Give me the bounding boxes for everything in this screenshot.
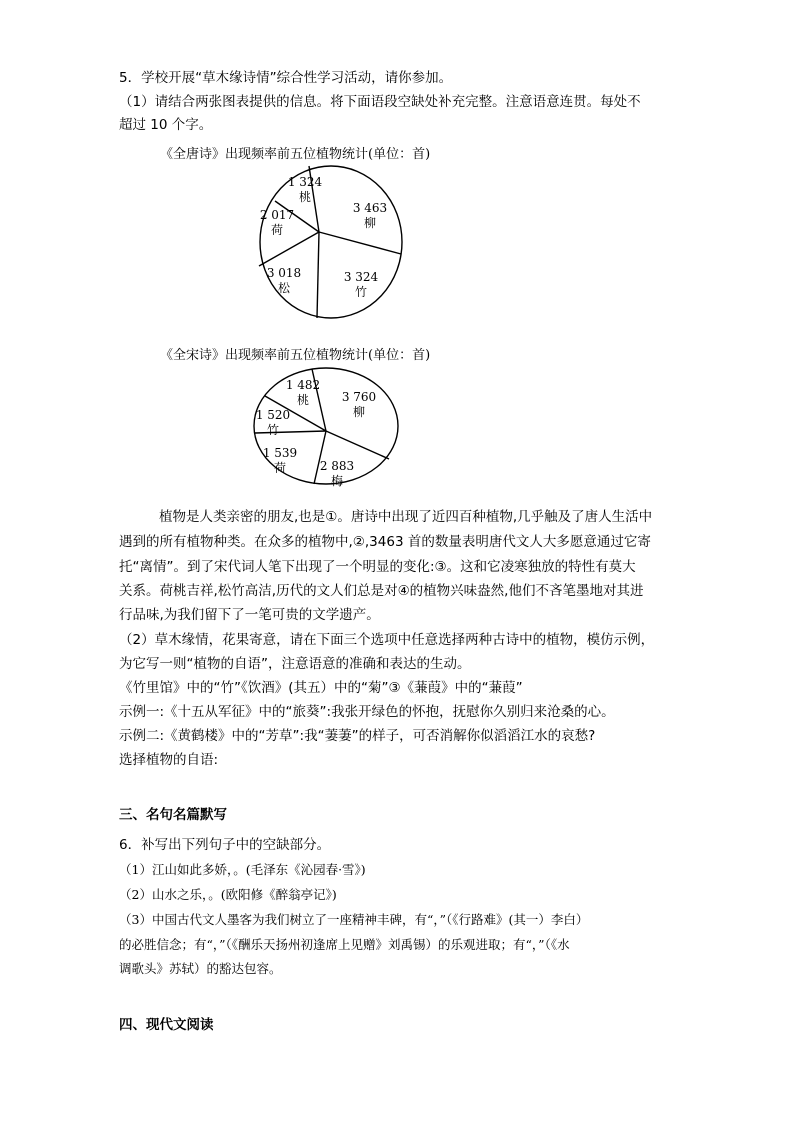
song-pie-chart xyxy=(252,366,400,486)
plant-options: 《竹里馆》中的“竹”《饮酒》(其五）中的“菊”③《蒹葭》中的“蒹葭” xyxy=(119,680,523,696)
question-5-title: 5．学校开展“草木缘诗情”综合性学习活动，请你参加。 xyxy=(119,70,453,86)
slice-category-label: 竹 xyxy=(354,285,368,299)
pie-outline xyxy=(260,166,402,318)
paragraph-line-5: 行品味,为我们留下了一笔可贵的文学遗产。 xyxy=(119,607,380,623)
slice-boundary xyxy=(319,232,401,254)
slice-value-label: 3 760 xyxy=(341,390,377,404)
question-5-part1-line1: （1）请结合两张图表提供的信息。将下面语段空缺处补充完整。注意语意连贯。每处不 xyxy=(119,94,641,110)
slice-boundary xyxy=(255,431,326,433)
slice-value-label: 3 324 xyxy=(343,270,379,284)
question-5-part2-line2: 为它写一则“植物的自语”，注意语意的准确和表达的生动。 xyxy=(119,656,471,672)
slice-boundary xyxy=(259,232,319,266)
slice-value-label: 3 463 xyxy=(352,201,388,215)
slice-category-label: 柳 xyxy=(363,216,377,230)
slice-boundary xyxy=(317,232,319,318)
question-6-item-2: （2）山水之乐，。(欧阳修《醉翁亭记》) xyxy=(119,887,337,902)
question-6-title: 6．补写出下列句子中的空缺部分。 xyxy=(119,837,331,853)
example-2: 示例二:《黄鹤楼》中的“芳草”:我“萋萋”的样子，可否消解你似滔滔江水的哀愁? xyxy=(119,728,596,744)
slice-value-label: 1 539 xyxy=(262,446,298,460)
question-6-item-3-line2: 的必胜信念；有“，”（《酬乐天扬州初逢席上见赠》刘禹锡）的乐观进取；有“，”（《水 xyxy=(119,937,570,952)
question-5-part2-line1: （2）草木缘情，花果寄意，请在下面三个选项中任意选择两种古诗中的植物，模仿示例， xyxy=(119,632,655,648)
chart1-title: 《全唐诗》出现频率前五位植物统计(单位：首) xyxy=(160,147,431,162)
slice-category-label: 竹 xyxy=(266,423,280,437)
slice-boundary xyxy=(314,431,326,484)
section-3-heading: 三、名句名篇默写 xyxy=(119,807,227,823)
chart2-title: 《全宋诗》出现频率前五位植物统计(单位：首) xyxy=(160,348,431,363)
paragraph-line-3: 托“离情”。到了宋代词人笔下出现了一个明显的变化:③。这和它凌寒独放的特性有莫大 xyxy=(119,559,636,575)
slice-category-label: 柳 xyxy=(352,405,366,419)
paragraph-line-1: 植物是人类亲密的朋友,也是①。唐诗中出现了近四百种植物,几乎触及了唐人生活中 xyxy=(159,509,653,525)
tang-pie-chart xyxy=(258,164,404,320)
paragraph-line-4: 关系。荷桃吉祥,松竹高洁,历代的文人们总是对④的植物兴味盎然,他们不吝笔墨地对其进 xyxy=(119,583,644,599)
section-4-heading: 四、现代文阅读 xyxy=(119,1017,214,1033)
question-5-part1-line2: 超过 10 个字。 xyxy=(119,117,213,133)
paragraph-line-2: 遇到的所有植物种类。在众多的植物中,②,3463 首的数量表明唐代文人大多愿意通过它寄 xyxy=(119,534,651,550)
slice-category-label: 荷 xyxy=(273,461,287,475)
question-6-item-3-line3: 调歌头》苏轼）的豁达包容。 xyxy=(119,961,282,976)
slice-category-label: 荷 xyxy=(270,223,284,237)
slice-value-label: 1 520 xyxy=(255,408,291,422)
example-1: 示例一:《十五从军征》中的“旅葵”:我张开绿色的怀抱，抚慰你久别归来沧桑的心。 xyxy=(119,704,615,720)
slice-value-label: 1 482 xyxy=(285,378,321,392)
slice-value-label: 2 883 xyxy=(319,459,355,473)
question-6-item-1: （1）江山如此多娇，。(毛泽东《沁园春·雪》) xyxy=(119,862,366,877)
slice-value-label: 3 018 xyxy=(266,266,302,280)
slice-category-label: 松 xyxy=(277,281,291,295)
slice-category-label: 桃 xyxy=(296,393,310,407)
slice-category-label: 梅 xyxy=(330,474,344,488)
question-6-item-3-line1: （3）中国古代文人墨客为我们树立了一座精神丰碑，有“，”（《行路难》(其一）李白） xyxy=(119,912,589,927)
slice-value-label: 1 324 xyxy=(287,175,323,189)
answer-prompt: 选择植物的自语: xyxy=(119,752,219,768)
slice-boundary xyxy=(326,431,389,459)
slice-value-label: 2 017 xyxy=(259,208,295,222)
slice-category-label: 桃 xyxy=(298,190,312,204)
